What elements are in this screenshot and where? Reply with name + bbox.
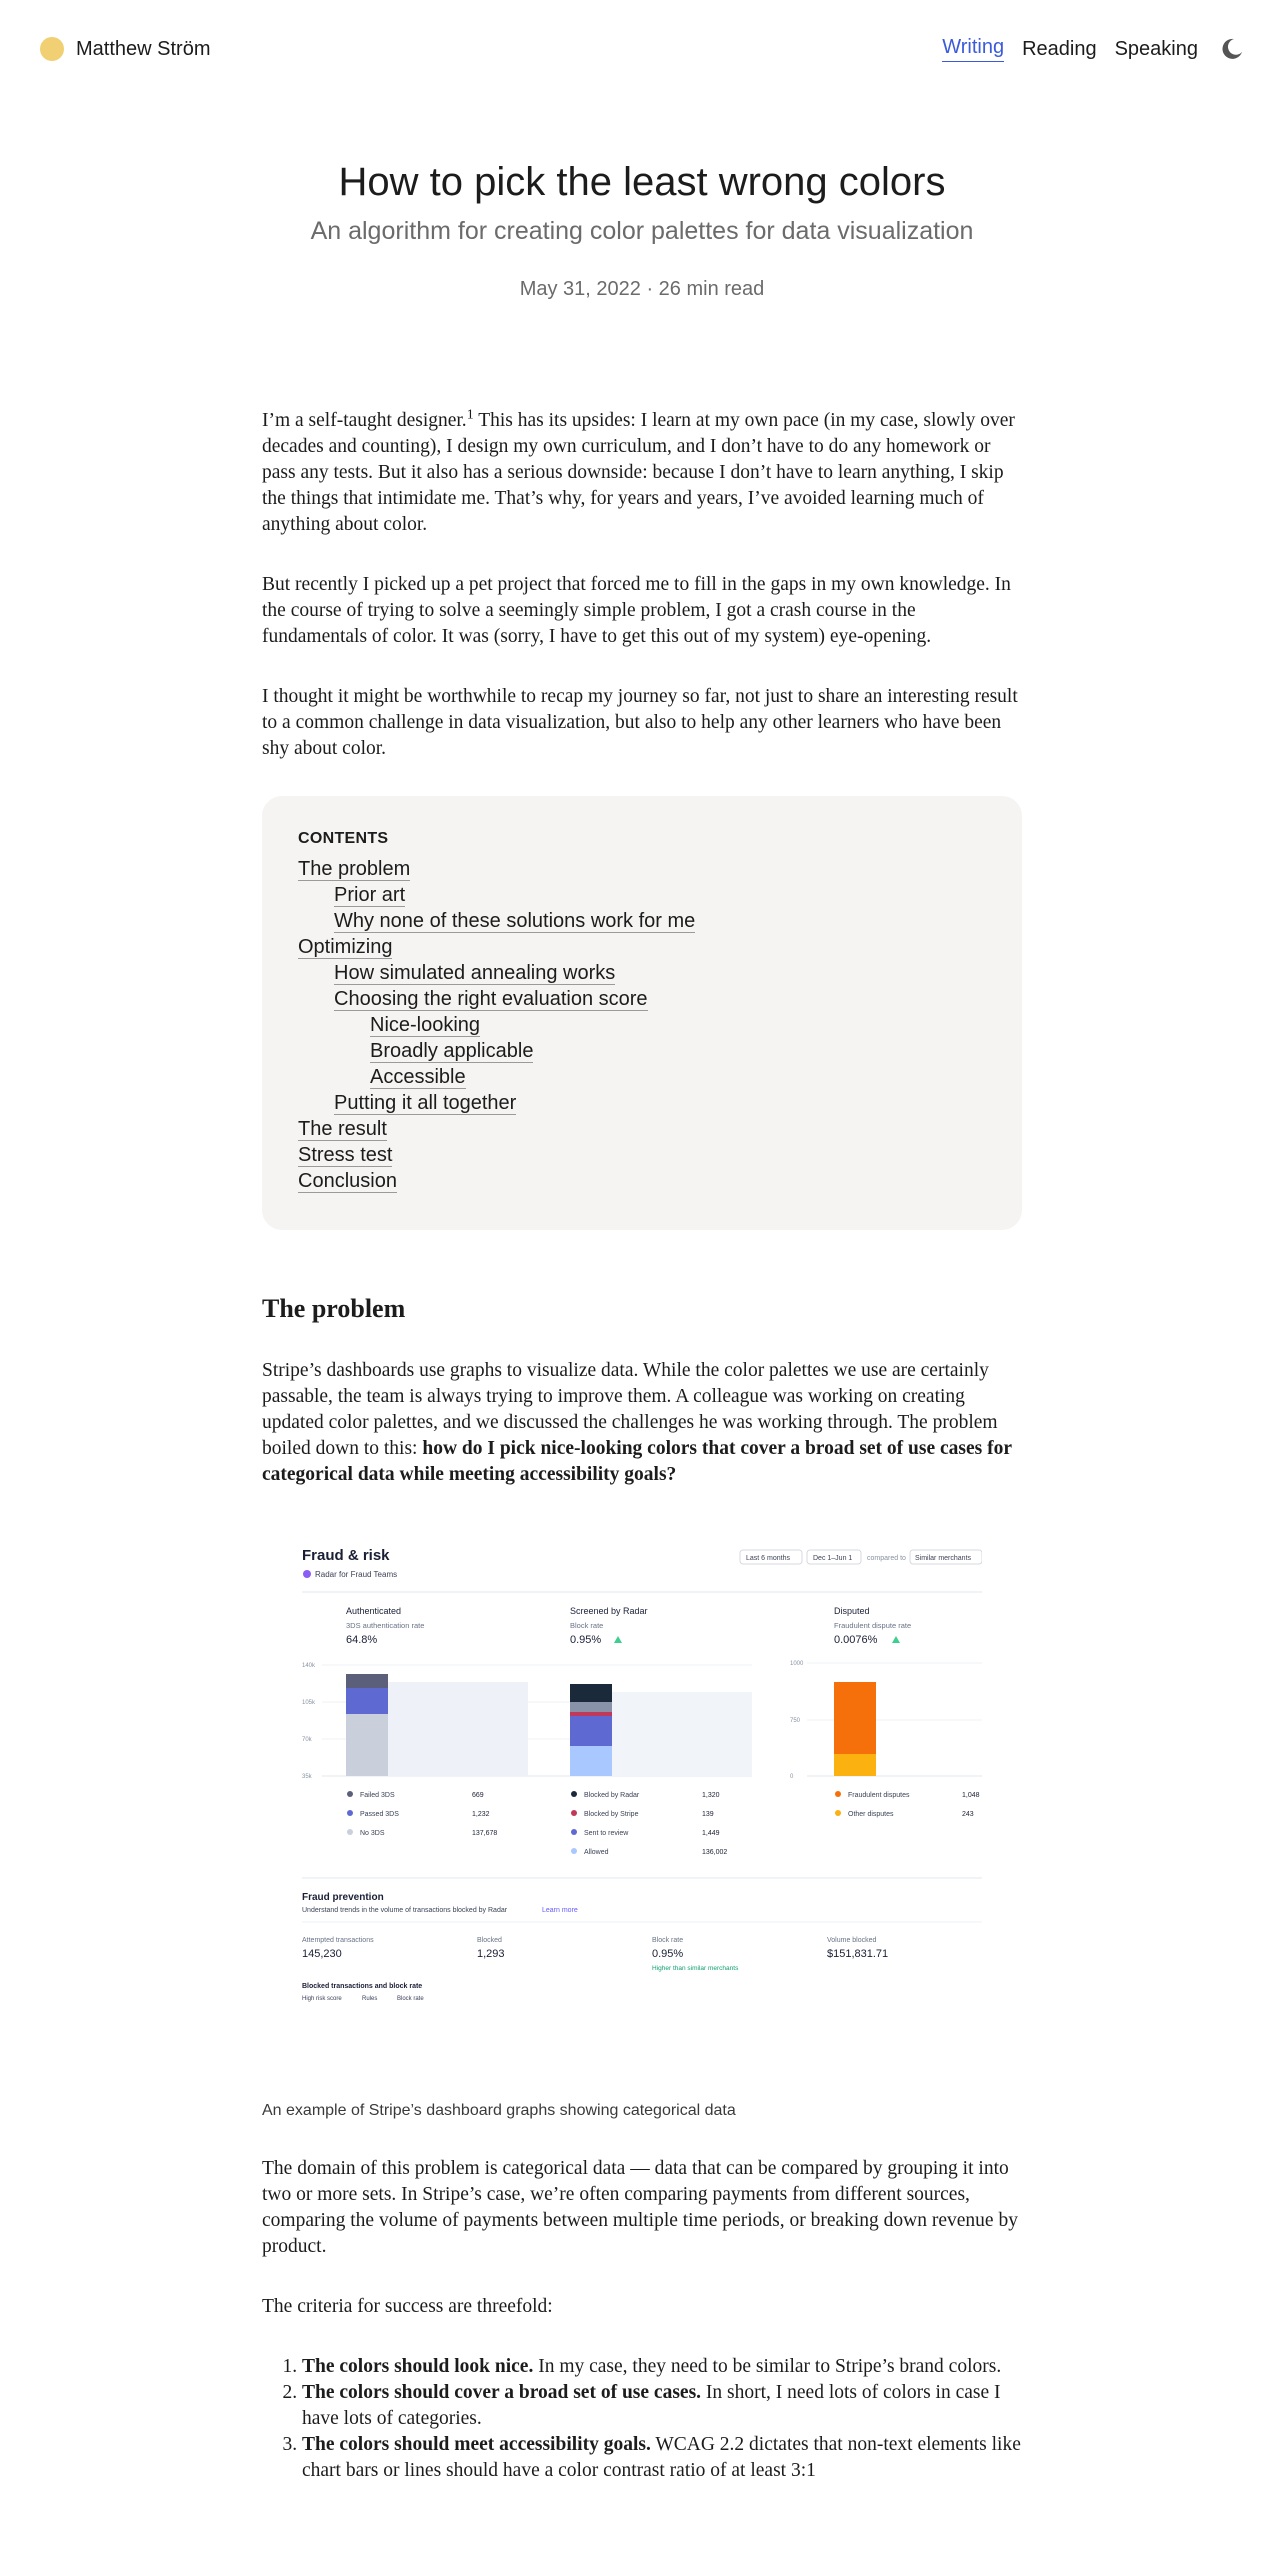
chart-legend-item: High risk score (302, 1996, 342, 2002)
filter-compare-label: Similar merchants (915, 1555, 972, 1562)
toc-link[interactable]: The problem (298, 858, 411, 880)
intro-paragraph-3: I thought it might be worthwhile to recap my journey so far, not just to share an interesting result to a common challenge in data visualization, but also to help any other learners who have been shy about color. (262, 686, 1018, 759)
dashboard-figure (262, 1522, 1022, 2082)
legend-label: Allowed (584, 1849, 609, 1856)
problem-paragraph-2: The domain of this problem is categorical data — data that can be compared by grouping it into two or more sets. In Stripe’s case, we’re often comparing payments from different sources, comparing the volume of payments between multiple time periods, or breaking down revenue by product. (262, 2158, 1018, 2257)
toc-link[interactable]: Optimizing (298, 936, 393, 958)
list-item-bold: The colors should cover a broad set of use cases. (302, 2382, 702, 2403)
avatar (40, 37, 64, 61)
toc-link[interactable]: Stress test (298, 1144, 393, 1166)
legend-col3 (835, 1791, 980, 1818)
article-body (262, 408, 1022, 2484)
site-brand[interactable] (40, 37, 210, 61)
stat-label: Block rate (652, 1937, 684, 1944)
toc-link[interactable]: Putting it all together (334, 1092, 517, 1114)
flow-band (388, 1682, 528, 1776)
legend-label: Fraudulent disputes (848, 1792, 910, 1799)
col2-value: 0.95% (570, 1634, 602, 1646)
legend-label: No 3DS (360, 1830, 385, 1837)
criteria-list (262, 2354, 1022, 2484)
trend-up-icon (892, 1636, 900, 1643)
stat-label: Attempted transactions (302, 1937, 374, 1944)
flow-band (612, 1692, 752, 1776)
section-heading-problem: The problem (262, 1294, 406, 1323)
article-meta: May 31, 2022 · 26 min read (519, 278, 765, 300)
legend-value: 1,449 (702, 1830, 720, 1837)
stat-value: $151,831.71 (827, 1948, 889, 1960)
y-tick: 0 (790, 1774, 794, 1780)
chart-legend-item: Rules (362, 1996, 378, 2002)
toc-link[interactable]: Broadly applicable (370, 1040, 534, 1062)
y-tick: 1000 (790, 1661, 804, 1667)
toc-link[interactable]: Nice-looking (370, 1014, 481, 1036)
y-tick: 750 (790, 1718, 801, 1724)
toc-link[interactable]: Choosing the right evaluation score (334, 988, 648, 1010)
legend-value: 669 (472, 1792, 484, 1799)
legend-label: Other disputes (848, 1811, 894, 1818)
figure-caption: An example of Stripe’s dashboard graphs showing categorical data (262, 2102, 736, 2119)
footnote-ref[interactable]: 1 (466, 407, 474, 423)
problem-text: Stripe’s dashboards use graphs to visualize data. While the color palettes we use are certainly passable, the team is always trying to improve them. A colleague was working on creating updated color palettes, and we discussed the challenges he was working through. The problem boiled down to this: (262, 1360, 998, 1459)
legend-label: Blocked by Stripe (584, 1811, 639, 1818)
legend-value: 243 (962, 1811, 974, 1818)
toc-row (298, 988, 986, 1014)
chart-legend-item: Block rate (397, 1996, 424, 2002)
nav-link-speaking[interactable]: Speaking (1114, 37, 1198, 60)
legend-value: 136,002 (702, 1849, 728, 1856)
col1-title: Authenticated (346, 1606, 402, 1616)
bar-segment (346, 1714, 388, 1776)
toc-link[interactable]: Accessible (370, 1066, 466, 1088)
toc-row (298, 1144, 986, 1170)
page-title: How to pick the least wrong colors (338, 160, 946, 204)
bar-segment (834, 1754, 876, 1776)
legend-col2 (571, 1791, 727, 1856)
list-item-text: In short, I need lots of colors in case I have lots of categories. (302, 2382, 1001, 2429)
fp-title: Fraud prevention (302, 1892, 384, 1903)
bar-segment (570, 1716, 612, 1746)
col1-metric: 3DS authentication rate (346, 1621, 425, 1630)
chart-title: Blocked transactions and block rate (302, 1983, 423, 1990)
list-item-text: WCAG 2.2 dictates that non-text elements like chart bars or lines should have a color contrast ratio of at least 3:1 (302, 2434, 1021, 2481)
toc-row (298, 858, 986, 884)
fp-learn-more: Learn more (542, 1907, 578, 1914)
toc-link[interactable]: How simulated annealing works (334, 962, 616, 984)
toc-link[interactable]: Why none of these solutions work for me (334, 910, 696, 932)
stat-label: Volume blocked (827, 1937, 877, 1944)
legend-label: Failed 3DS (360, 1792, 395, 1799)
toc-link[interactable]: The result (298, 1118, 387, 1140)
top-nav (0, 0, 1284, 100)
list-item-text: In my case, they need to be similar to Stripe’s brand colors. (533, 2356, 1002, 2377)
toc-row (298, 884, 986, 910)
toc-row (298, 1118, 986, 1144)
legend-col1 (347, 1791, 497, 1837)
legend-label: Sent to review (584, 1830, 629, 1837)
dashboard-title: Fraud & risk (302, 1547, 390, 1564)
toc-row (298, 936, 986, 962)
toc-row (298, 1040, 986, 1066)
list-item (302, 2432, 1022, 2484)
site-name: Matthew Ström (76, 37, 211, 60)
problem-paragraph-3: The criteria for success are threefold: (262, 2296, 553, 2317)
legend-label: Passed 3DS (360, 1811, 399, 1818)
dashboard-screenshot (302, 1532, 982, 2032)
y-tick: 70k (302, 1737, 312, 1743)
stat-value: 1,293 (477, 1948, 505, 1960)
stat-value: 145,230 (302, 1948, 342, 1960)
toc-row (298, 910, 986, 936)
filter-dates-label: Dec 1–Jun 1 (813, 1555, 853, 1562)
bar-segment (570, 1702, 612, 1712)
col2-title: Screened by Radar (570, 1606, 648, 1616)
nav-link-reading[interactable]: Reading (1022, 37, 1097, 60)
moon-icon[interactable] (1220, 37, 1244, 61)
legend-label: Blocked by Radar (584, 1792, 640, 1799)
toc-row (298, 1014, 986, 1040)
nav-links (924, 36, 1244, 62)
intro-paragraph-1 (262, 408, 1022, 538)
bar-segment (346, 1688, 388, 1714)
stat-label: Blocked (477, 1937, 502, 1944)
col3-title: Disputed (834, 1606, 870, 1616)
toc-row (298, 1170, 986, 1196)
legend-value: 1,048 (962, 1792, 980, 1799)
list-item (302, 2380, 1022, 2432)
y-tick: 35k (302, 1774, 312, 1780)
list-item (302, 2354, 1022, 2380)
table-of-contents (262, 796, 1022, 1230)
page-subtitle: An algorithm for creating color palettes for data visualization (310, 217, 974, 245)
y-tick: 140k (302, 1663, 316, 1669)
stat-badge: Higher than similar merchants (652, 1965, 739, 1972)
toc-row (298, 1066, 986, 1092)
filter-range-label: Last 6 months (746, 1555, 790, 1562)
problem-paragraph-1 (262, 1358, 1022, 1488)
radar-icon (303, 1570, 311, 1578)
toc-title: CONTENTS (298, 830, 389, 847)
col2-metric: Block rate (570, 1621, 604, 1630)
bar-segment (570, 1684, 612, 1702)
dashboard-subtitle: Radar for Fraud Teams (315, 1570, 398, 1579)
col3-metric: Fraudulent dispute rate (834, 1621, 912, 1630)
list-item-bold: The colors should look nice. (302, 2356, 534, 2377)
bar-segment (570, 1712, 612, 1716)
compared-label: compared to (867, 1555, 906, 1562)
bar-segment (346, 1674, 388, 1688)
list-item-bold: The colors should meet accessibility goals. (302, 2434, 651, 2455)
article-header (0, 160, 1284, 301)
intro-text-b: This has its upsides: I learn at my own pace (in my case, slowly over decades and counting), I design my own curriculum, and I don’t have to do any homework or pass any tests. But it also has a serious downside: because I don’t have to learn anything, I skip the things that intimidate me. That’s why, for years and years, I’ve avoided learning much of anything about color. (262, 410, 1015, 535)
legend-value: 1,232 (472, 1811, 490, 1818)
toc-row (298, 962, 986, 988)
problem-question: how do I pick nice-looking colors that cover a broad set of use cases for categorical data while meeting accessibility goals? (262, 1438, 1012, 1485)
fp-subtitle: Understand trends in the volume of transactions blocked by Radar (302, 1907, 508, 1914)
bar-segment (570, 1746, 612, 1776)
legend-value: 137,678 (472, 1830, 498, 1837)
col1-value: 64.8% (346, 1634, 378, 1646)
toc-link[interactable]: Prior art (334, 884, 406, 906)
intro-text-a: I’m a self-taught designer. (262, 410, 467, 431)
toc-link[interactable]: Conclusion (298, 1170, 397, 1192)
col3-value: 0.0076% (834, 1634, 878, 1646)
nav-link-writing[interactable]: Writing (942, 36, 1004, 62)
intro-paragraph-2: But recently I picked up a pet project that forced me to fill in the gaps in my own knowledge. In the course of trying to solve a seemingly simple problem, I got a crash course in the fundamentals of color. It was (sorry, I have to get this out of my system) eye-opening. (262, 574, 1011, 647)
bar-segment (834, 1682, 876, 1754)
trend-up-icon (614, 1636, 622, 1643)
y-tick: 105k (302, 1700, 316, 1706)
toc-row (298, 1092, 986, 1118)
stat-value: 0.95% (652, 1948, 684, 1960)
legend-value: 1,320 (702, 1792, 720, 1799)
legend-value: 139 (702, 1811, 714, 1818)
